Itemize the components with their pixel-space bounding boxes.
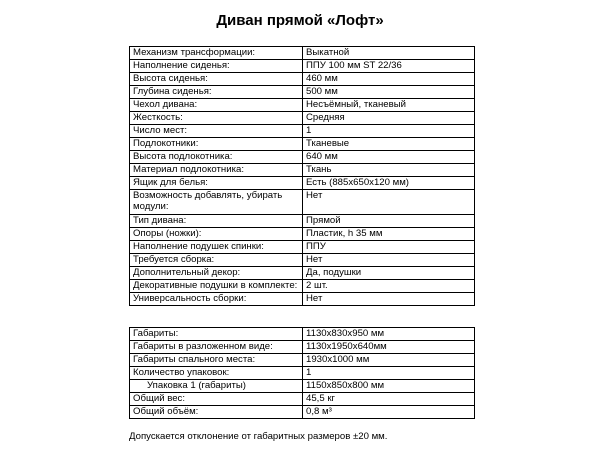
spec-value: Нет [303,190,475,215]
spec-label: Число мест: [130,125,303,138]
table-row [130,112,475,125]
dimension-value: 1130х1950х640мм [303,341,475,354]
table-row [130,164,475,177]
table-row [130,328,475,341]
spec-label: Универсальность сборки: [130,293,303,306]
spec-value: 460 мм [303,73,475,86]
page-title: Диван прямой «Лофт» [216,12,384,29]
spec-label: Тип дивана: [130,215,303,228]
dimension-label: Упаковка 1 (габариты) [130,380,303,393]
spec-value: Выкатной [303,47,475,60]
table-row [130,138,475,151]
spec-value: 500 мм [303,86,475,99]
spec-value: Прямой [303,215,475,228]
spec-label: Опоры (ножки): [130,228,303,241]
dimension-value: 45,5 кг [303,393,475,406]
spec-label: Механизм трансформации: [130,47,303,60]
table-row [130,177,475,190]
spec-value: Средняя [303,112,475,125]
dimension-label: Количество упаковок: [130,367,303,380]
tolerance-note: Допускается отклонение от габаритных размеров ±20 мм. [129,431,388,442]
table-row [130,241,475,254]
dimension-label: Габариты: [130,328,303,341]
table-row [130,367,475,380]
spec-label: Жесткость: [130,112,303,125]
dimension-value: 1150х850х800 мм [303,380,475,393]
spec-value: Пластик, h 35 мм [303,228,475,241]
dimension-value: 0,8 м³ [303,406,475,419]
spec-value: Нет [303,293,475,306]
dimension-value: 1930х1000 мм [303,354,475,367]
table-row [130,47,475,60]
dimension-value: 1130х830х950 мм [303,328,475,341]
table-row [130,280,475,293]
table-row [130,151,475,164]
spec-label: Высота подлокотника: [130,151,303,164]
table-row [130,228,475,241]
spec-label: Глубина сиденья: [130,86,303,99]
spec-value: ППУ 100 мм ST 22/36 [303,60,475,73]
spec-value: Тканевые [303,138,475,151]
specs-table [129,46,475,306]
spec-value: Несъёмный, тканевый [303,99,475,112]
spec-label: Декоративные подушки в комплекте: [130,280,303,293]
spec-label: Чехол дивана: [130,99,303,112]
spec-label: Наполнение подушек спинки: [130,241,303,254]
dimensions-table [129,327,475,419]
table-row [130,86,475,99]
table-row [130,293,475,306]
table-row [130,99,475,112]
spec-value: 1 [303,125,475,138]
spec-label: Возможность добавлять, убирать модули: [130,190,303,215]
table-row [130,406,475,419]
spec-value: 640 мм [303,151,475,164]
table-row [130,60,475,73]
spec-value: 2 шт. [303,280,475,293]
table-row [130,190,475,215]
spec-value: ППУ [303,241,475,254]
dimension-label: Общий вес: [130,393,303,406]
spec-label: Подлокотники: [130,138,303,151]
table-row [130,215,475,228]
spec-value: Ткань [303,164,475,177]
spec-label: Материал подлокотника: [130,164,303,177]
spec-value: Есть (885х650х120 мм) [303,177,475,190]
table-row [130,267,475,280]
table-row [130,254,475,267]
dimension-value: 1 [303,367,475,380]
spec-label: Требуется сборка: [130,254,303,267]
spec-value: Нет [303,254,475,267]
spec-label: Дополнительный декор: [130,267,303,280]
table-row [130,393,475,406]
spec-label: Наполнение сиденья: [130,60,303,73]
spec-label: Высота сиденья: [130,73,303,86]
spec-label: Ящик для белья: [130,177,303,190]
table-row [130,380,475,393]
dimension-label: Общий объём: [130,406,303,419]
dimension-label: Габариты в разложенном виде: [130,341,303,354]
spec-value: Да, подушки [303,267,475,280]
table-row [130,73,475,86]
table-row [130,125,475,138]
table-row [130,341,475,354]
dimension-label: Габариты спального места: [130,354,303,367]
table-row [130,354,475,367]
